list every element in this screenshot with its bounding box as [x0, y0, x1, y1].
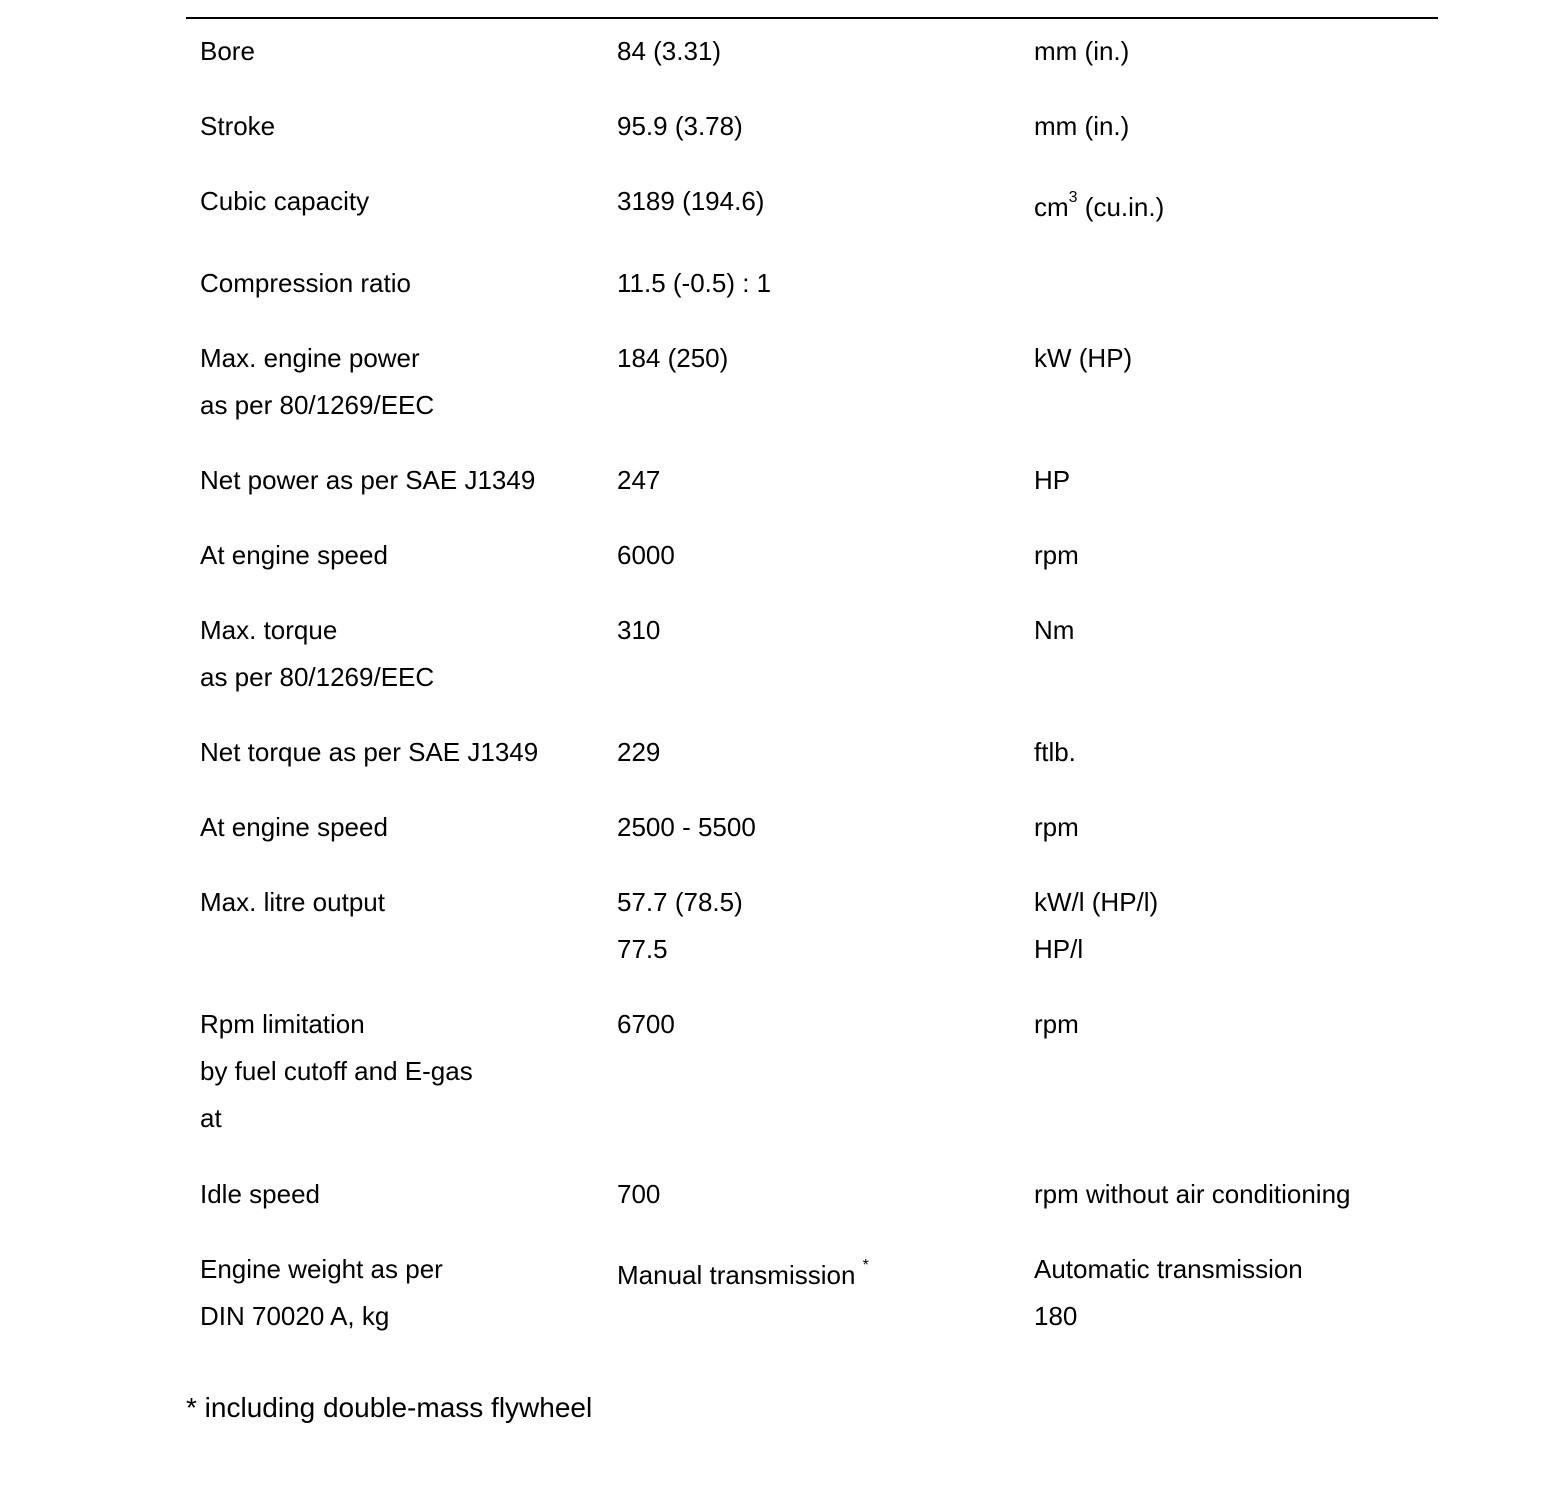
- label-line: as per 80/1269/EEC: [200, 662, 435, 692]
- unit-line: rpm: [1034, 540, 1079, 570]
- label-line: Net torque as per SAE J1349: [200, 737, 539, 767]
- label-line: Net power as per SAE J1349: [200, 465, 536, 495]
- unit-line: [1034, 184, 1164, 231]
- spec-value: [617, 532, 675, 579]
- spec-unit: [1034, 607, 1074, 654]
- spec-label: [200, 335, 434, 429]
- label-line: Bore: [200, 36, 255, 66]
- spec-value: [617, 729, 660, 776]
- value-line: 184 (250): [617, 343, 729, 373]
- spec-label: [200, 879, 385, 926]
- spec-unit: [1034, 1001, 1079, 1048]
- spec-label: [200, 28, 255, 75]
- unit-suffix: (cu.in.): [1077, 192, 1165, 222]
- spec-label: [200, 532, 388, 579]
- label-line: Compression ratio: [200, 268, 411, 298]
- value-line: 95.9 (3.78): [617, 111, 743, 141]
- unit-line: 180: [1034, 1301, 1078, 1331]
- spec-label: [200, 1001, 473, 1142]
- label-line: at: [200, 1103, 222, 1133]
- label-line: Idle speed: [200, 1179, 320, 1209]
- spec-label: [200, 103, 275, 150]
- label-line: Stroke: [200, 111, 276, 141]
- label-line: Rpm limitation: [200, 1009, 365, 1039]
- label-line: At engine speed: [200, 540, 388, 570]
- unit-line: HP/l: [1034, 934, 1084, 964]
- spec-label: [200, 607, 434, 701]
- spec-unit: [1034, 729, 1076, 776]
- value-prefix: Manual transmission: [617, 1260, 863, 1290]
- spec-unit: [1034, 457, 1070, 504]
- top-rule: [186, 17, 1438, 19]
- value-line: 310: [617, 615, 661, 645]
- label-line: Max. torque: [200, 615, 338, 645]
- spec-unit: [1034, 184, 1164, 231]
- unit-line: HP: [1034, 465, 1071, 495]
- footnote-marker: *: [862, 1257, 869, 1275]
- spec-unit: [1034, 335, 1132, 382]
- unit-line: kW (HP): [1034, 343, 1133, 373]
- value-line: 11.5 (-0.5) : 1: [617, 268, 772, 298]
- spec-unit: [1034, 879, 1158, 973]
- footnote: * including double-mass flywheel: [186, 1392, 593, 1423]
- unit-line: Automatic transmission: [1034, 1254, 1303, 1284]
- label-line: by fuel cutoff and E-gas: [200, 1056, 473, 1086]
- value-line: 247: [617, 465, 661, 495]
- value-line: 84 (3.31): [617, 36, 722, 66]
- label-line: DIN 70020 A, kg: [200, 1301, 390, 1331]
- unit-line: mm (in.): [1034, 36, 1130, 66]
- spec-value: [617, 178, 764, 225]
- unit-line: rpm: [1034, 812, 1079, 842]
- value-line: [617, 1252, 869, 1299]
- spec-value: [617, 1171, 660, 1218]
- spec-value: [617, 28, 721, 75]
- spec-label: [200, 729, 538, 776]
- unit-line: ftlb.: [1034, 737, 1076, 767]
- unit-line: Nm: [1034, 615, 1075, 645]
- unit-prefix: cm: [1034, 192, 1069, 222]
- value-line: 57.7 (78.5): [617, 887, 743, 917]
- spec-label: [200, 1246, 443, 1340]
- unit-line: rpm without air conditioning: [1034, 1179, 1351, 1209]
- value-line: 700: [617, 1179, 661, 1209]
- spec-value: [617, 607, 660, 654]
- spec-label: [200, 260, 411, 307]
- unit-line: rpm: [1034, 1009, 1079, 1039]
- spec-label: [200, 804, 388, 851]
- spec-label: [200, 1171, 320, 1218]
- spec-unit: [1034, 103, 1129, 150]
- label-line: Max. litre output: [200, 887, 385, 917]
- unit-superscript: 3: [1068, 189, 1078, 207]
- spec-unit: [1034, 1171, 1351, 1218]
- spec-value: [617, 879, 743, 973]
- spec-unit: [1034, 532, 1079, 579]
- spec-unit: [1034, 804, 1079, 851]
- value-line: 2500 - 5500: [617, 812, 756, 842]
- label-line: as per 80/1269/EEC: [200, 390, 435, 420]
- value-line: 229: [617, 737, 661, 767]
- spec-label: [200, 178, 369, 225]
- label-line: Engine weight as per: [200, 1254, 443, 1284]
- spec-value: [617, 1252, 869, 1299]
- unit-line: mm (in.): [1034, 111, 1130, 141]
- spec-unit: [1034, 28, 1129, 75]
- label-line: Max. engine power: [200, 343, 420, 373]
- spec-value: [617, 260, 771, 307]
- unit-line: kW/l (HP/l): [1034, 887, 1159, 917]
- spec-value: [617, 103, 743, 150]
- spec-label: [200, 457, 535, 504]
- spec-value: [617, 1001, 675, 1048]
- spec-value: [617, 804, 756, 851]
- spec-value: [617, 335, 728, 382]
- spec-value: [617, 457, 660, 504]
- value-line: 6000: [617, 540, 675, 570]
- value-line: 6700: [617, 1009, 675, 1039]
- spec-unit: [1034, 1246, 1303, 1340]
- label-line: At engine speed: [200, 812, 388, 842]
- label-line: Cubic capacity: [200, 186, 370, 216]
- value-line: 77.5: [617, 934, 668, 964]
- value-line: 3189 (194.6): [617, 186, 765, 216]
